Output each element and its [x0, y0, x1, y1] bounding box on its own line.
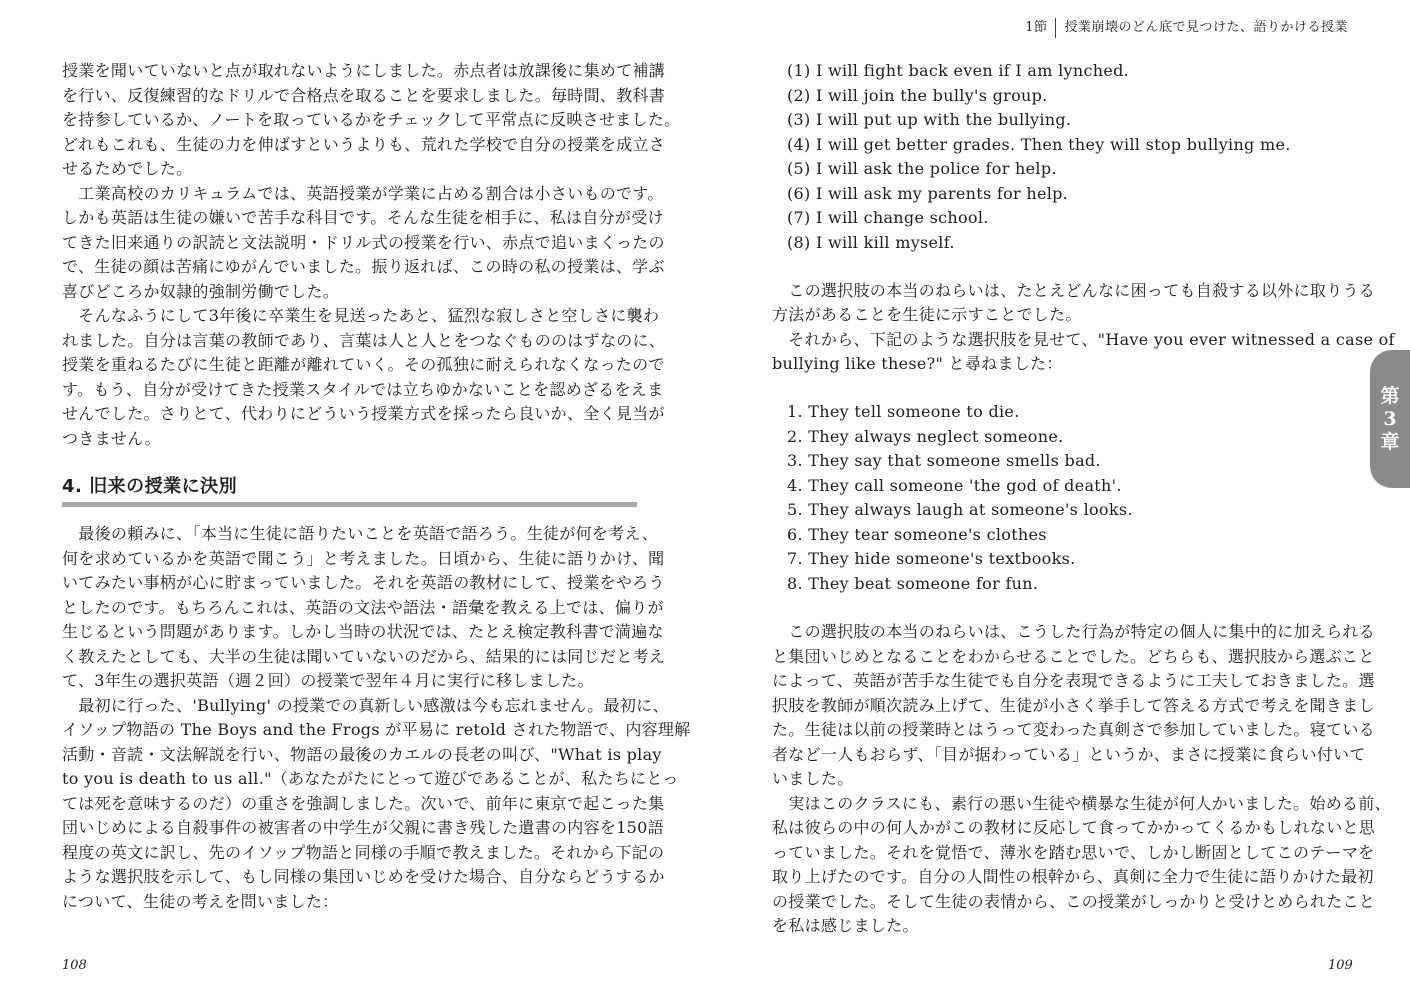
text-line: せんでした。さりとて、代わりにどういう授業方式を採ったら良いか、全く見当が [62, 404, 665, 423]
text-line: bullying like these?" と尋ねました： [772, 354, 1063, 373]
text-line: 最初に行った、'Bullying' の授業での真新しい感激は今も忘れません。最初に、 [62, 695, 669, 715]
paragraph [62, 59, 680, 182]
page-number: 109 [1328, 958, 1353, 973]
text-line: を行い、反復練習的なドリルで合格点を取ることを要求しました。毎時間、教科書 [62, 85, 666, 105]
chapter-tab [1370, 350, 1410, 488]
text-line: た。生徒は以前の授業時とはうって変わった真剣さで参加していました。寝ている [772, 720, 1375, 739]
text-line: の授業でした。そして生徒の表情から、この授業がしっかりと受けとめられたこと [772, 891, 1376, 911]
paragraph [772, 279, 1375, 328]
list-item: 4. They call someone 'the god of death'. [787, 475, 1122, 495]
text-line: 活動・音読・文法解説を行い、物語の最後のカエルの長老の叫び、"What is play [62, 744, 662, 764]
text-line: 者など一人もおらず、「目が据わっている」というか、まさに授業に食らい付いて [772, 744, 1366, 764]
text-line: っていました。それを覚悟で、薄氷を踏む思いで、しかし断固としてこのテーマを [772, 842, 1375, 862]
right-page [705, 0, 1410, 1000]
list-item: (2) I will join the bully's group. [787, 85, 1048, 105]
list-item: (8) I will kill myself. [787, 232, 955, 252]
text-line: いてみたい事柄が心に貯まっていました。それを英語の教材にして、授業をやろう [62, 573, 665, 592]
chapter-tab-char: 第 [1380, 384, 1400, 407]
section-divider [62, 502, 637, 507]
text-line: て、3年生の選択英語（週２回）の授業で翌年４月に実行に移しました。 [62, 671, 594, 690]
paragraph [772, 328, 1395, 377]
text-line: 方法があることを生徒に示すことでした。 [772, 305, 1082, 324]
text-line: で、生徒の顔は苦痛にゆがんでいました。振り返れば、この時の私の授業は、学ぶ [62, 257, 665, 276]
chapter-tab-char: 3 [1383, 407, 1397, 430]
list-item: (7) I will change school. [787, 208, 989, 227]
text-line: によって、英語が苦手な生徒でも自分を表現できるように工夫しておきました。選 [772, 671, 1375, 690]
text-line: せるためでした。 [62, 159, 193, 178]
text-line: 取り上げたのです。自分の人間性の根幹から、真剣に全力で生徒に語りかけた最初 [772, 867, 1374, 886]
list-item: (1) I will fight back even if I am lynched. [787, 61, 1130, 80]
text-line: 程度の英文に訳し、先のイソップ物語と同様の手順で教えました。それから下記の [62, 842, 665, 862]
text-line: 授業を重ねるたびに生徒と距離が離れていく。その孤独に耐えられなくなったので [62, 355, 665, 374]
option-list [787, 59, 1291, 255]
text-line: それから、下記のような選択肢を見せて、"Have you ever witnessed a case of [772, 329, 1395, 349]
text-line: す。もう、自分が受けてきた授業スタイルでは立ちゆかないことを認めざるをえま [62, 379, 664, 399]
chapter-tab-char: 章 [1380, 430, 1400, 453]
list-item: 1. They tell someone to die. [787, 402, 1020, 421]
text-line: 私は彼らの中の何人かがこの教材に反応して食ってかかってくるかもしれないと思 [772, 818, 1376, 837]
text-line: 何を求めているかを英語で聞こう」と考えました。日頃から、生徒に語りかけ、聞 [62, 548, 665, 568]
text-line: 最後の頼みに、「本当に生徒に語りたいことを英語で語ろう。生徒が何を考え、 [62, 524, 659, 543]
list-item: 5. They always laugh at someone's looks. [787, 500, 1133, 519]
list-item: 6. They tear someone's clothes [787, 524, 1047, 544]
text-line: く教えたとしても、大半の生徒は聞いていないのだから、結果的には同じだと考え [62, 646, 666, 666]
list-item: 8. They beat someone for fun. [787, 573, 1039, 593]
text-line: つきません。 [62, 428, 161, 448]
text-line: どれもこれも、生徒の力を伸ばすというよりも、荒れた学校で自分の授業を成立さ [62, 134, 666, 154]
paragraph [62, 182, 665, 305]
text-line: について、生徒の考えを問いました： [62, 891, 339, 911]
page-number: 108 [62, 958, 87, 973]
paragraph [772, 620, 1375, 792]
list-item: (6) I will ask my parents for help. [787, 183, 1069, 203]
text-line: 喜びどころか奴隷的強制労働でした。 [62, 281, 340, 301]
text-line: 団いじめによる自殺事件の被害者の中学生が父親に書き残した遺書の内容を150語 [62, 818, 664, 837]
text-line: to you is death to us all."（あなたがたにとって遊びであることが、私たちにとっ [62, 769, 679, 788]
text-line: 択肢を教師が順次読み上げて、生徒が小さく挙手して答える方式で考えを聞きまし [772, 695, 1375, 715]
list-item: 3. They say that someone smells bad. [787, 451, 1101, 470]
list-item: 7. They hide someone's textbooks. [787, 549, 1076, 568]
text-line: イソップ物語の The Boys and the Frogs が平易に retold された物語で、内容理解 [62, 720, 691, 739]
paragraph [62, 522, 665, 694]
list-item: (3) I will put up with the bullying. [787, 110, 1072, 129]
paragraph [772, 792, 1391, 939]
paragraph [62, 694, 691, 915]
text-line: 授業を聞いていないと点が取れないようにしました。赤点者は放課後に集めて補講 [62, 61, 666, 80]
text-line: いました。 [772, 769, 854, 788]
text-line: としたのです。もちろんこれは、英語の文法や語法・語彙を教える上では、偏りが [62, 597, 664, 617]
text-line: 実はこのクラスにも、素行の悪い生徒や横暴な生徒が何人かいました。始める前、 [772, 793, 1391, 813]
header-section: 1節 [1025, 20, 1048, 35]
header-separator [1055, 18, 1056, 38]
text-line: ような選択肢を示して、もし同様の集団いじめを受けた場合、自分ならどうするか [62, 867, 665, 886]
list-item: 2. They always neglect someone. [787, 426, 1064, 446]
header-title: 授業崩壊のどん底で見つけた、語りかける授業 [1064, 20, 1348, 35]
case-list [787, 400, 1133, 596]
text-line: てきた旧来通りの訳読と文法説明・ドリル式の授業を行い、赤点で追いまくったの [62, 232, 665, 252]
text-line: この選択肢の本当のねらいは、たとえどんなに困っても自殺する以外に取りうる [772, 280, 1376, 300]
text-line: と集団いじめとなることをわからせることでした。どちらも、選択肢から選ぶこと [772, 646, 1375, 666]
running-header [1025, 16, 1348, 38]
text-line: れました。自分は言葉の教師であり、言葉は人と人とをつなぐもののはずなのに、 [62, 330, 666, 350]
text-line: 工業高校のカリキュラムでは、英語授業が学業に占める割合は小さいものです。 [62, 183, 664, 203]
text-line: を持参しているか、ノートを取っているかをチェックして平常点に反映させました。 [62, 110, 681, 129]
paragraph [62, 304, 665, 451]
text-line: しかも英語は生徒の嫌いで苦手な科目です。そんな生徒を相手に、私は自分が受け [62, 208, 664, 227]
list-item: (4) I will get better grades. Then they will stop bullying me. [787, 134, 1291, 154]
text-line: この選択肢の本当のねらいは、こうした行為が特定の個人に集中的に加えられる [772, 622, 1376, 641]
text-line: を私は感じました。 [772, 916, 919, 935]
section-title: 4. 旧来の授業に決別 [62, 476, 238, 497]
list-item: (5) I will ask the police for help. [787, 159, 1057, 178]
text-line: ては死を意味するのだ）の重さを強調しました。次いで、前年に東京で起こった集 [62, 793, 665, 813]
text-line: 生じるという問題があります。しかし当時の状況では、たとえ検定教科書で満遍な [62, 622, 664, 641]
text-line: そんなふうにして3年後に卒業生を見送ったあと、猛烈な寂しさと空しさに襲わ [62, 306, 660, 325]
